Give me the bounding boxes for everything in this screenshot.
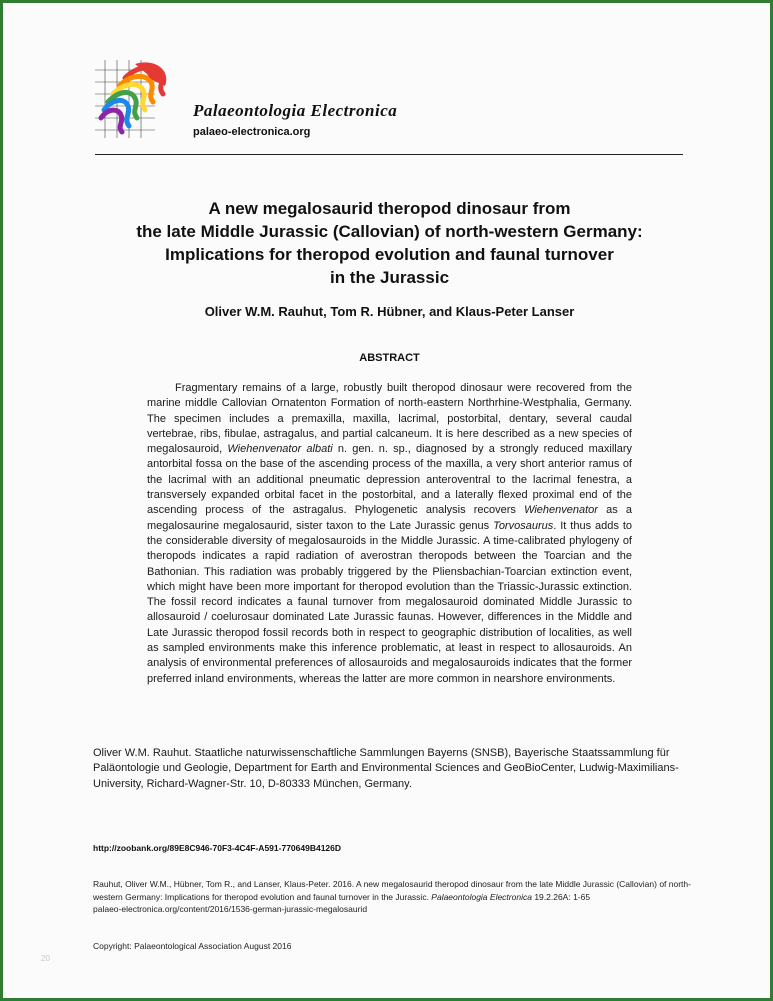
title-line: in the Jurassic [329,268,450,287]
abstract-segment: n. gen. n. sp., diagnosed by a strongly reduced maxillary antorbital fossa on the base of the ascending process of the maxilla, a very short anterior ramus of the lacrimal with an additional pneumatic depression anteroventral to the lacrimal fenestra, a transversely expanded orbital facet in the postorbital, and a laterally flexed proximal end of the ascending process of the astragalus. Phylogenetic analysis recovers [147,443,632,517]
article-title [63,197,716,289]
abstract-taxon-name: Wiehenvenator [524,504,598,517]
journal-name: Palaeontologia Electronica [193,101,398,120]
zoobank-link[interactable]: http://zoobank.org/89E8C946-70F3-4C4F-A591-770649B4126D [93,843,342,853]
author-affiliation: Oliver W.M. Rauhut. Staatliche naturwissenschaftliche Sammlungen Bayerns (SNSB), Bayerische Staatssammlung für Paläontologie und Geologie, Department for Earth and Environmental Sciences and GeoBioCenter, Ludwig-Maximilians-University, Richard-Wagner-Str. 10, D-80333 München, Germany. [93,747,679,790]
abstract-segment: . It thus adds to the considerable diversity of megalosauroids in the Middle Jurassic. A time-calibrated phylogeny of theropods indicates a rapid radiation of averostran theropods between the Toarcian and the Bathonian. This radiation was probably triggered by the Pliensbachian-Toarcian extinction event, which might have been more important for theropod evolution than the Triassic-Jurassic extinction. The fossil record indicates a faunal turnover from megalosauroid dominated Middle Jurassic to allosauroid / coelurosaur dominated Late Jurassic faunas. However, differences in the Middle and Late Jurassic theropod fossil records both in respect to geographic distribution of localities, as well as sampled environments make this inference problematic, at least in respect to allosauroids. An analysis of environmental preferences of allosauroids and megalosauroids indicates that the former preferred inland environments, whereas the latter are more common in nearshore environments. [147,519,632,685]
title-line: Implications for theropod evolution and faunal turnover [165,245,614,264]
citation-text: Rauhut, Oliver W.M., Hübner, Tom R., and Lanser, Klaus-Peter. 2016. A new megalosaurid theropod dinosaur from the late Middle Jurassic (Callovian) of north-western Germany: Implications for theropod evolution and faunal turnover in the Jurassic. [93,879,691,902]
abstract-taxon-name: Wiehenvenator albati [227,443,333,456]
journal-url[interactable]: palaeo-electronica.org [193,126,311,138]
journal-logo [95,60,195,140]
abstract-segment: Fragmentary remains of a large, robustly built theropod dinosaur were recovered from the marine middle Callovian Ornatenton Formation of north-eastern Northrhine-Westphalia, Germany. The specimen includes a premaxilla, maxilla, lacrimal, postorbital, dentary, several caudal vertebrae, ribs, fibulae, astragalus, and partial calcaneum. It is here described as a new species of megalosauroid, [147,382,632,456]
rainbow-wave-logo-icon [95,60,195,140]
abstract-heading: ABSTRACT [359,352,420,364]
author-list: Oliver W.M. Rauhut, Tom R. Hübner, and Klaus-Peter Lanser [204,304,575,319]
title-line: the late Middle Jurassic (Callovian) of north-western Germany: [136,222,643,241]
citation-url[interactable]: palaeo-electronica.org/content/2016/1536-german-jurassic-megalosaurid [93,904,368,914]
abstract-text [147,381,632,687]
copyright-notice: Copyright: Palaeontological Association August 2016 [93,941,292,951]
abstract-taxon-name: Torvosaurus [493,519,554,532]
citation-journal: Palaeontologia Electronica [431,891,532,902]
title-line: A new megalosaurid theropod dinosaur from [208,199,571,218]
citation-volume: 19.2.26A: 1-65 [531,891,591,902]
page-number: 20 [41,954,50,963]
abstract-segment: as a megalosaurine megalosaurid, sister taxon to the Late Jurassic genus [147,504,632,532]
citation-block [93,878,693,916]
header-divider [95,154,683,155]
